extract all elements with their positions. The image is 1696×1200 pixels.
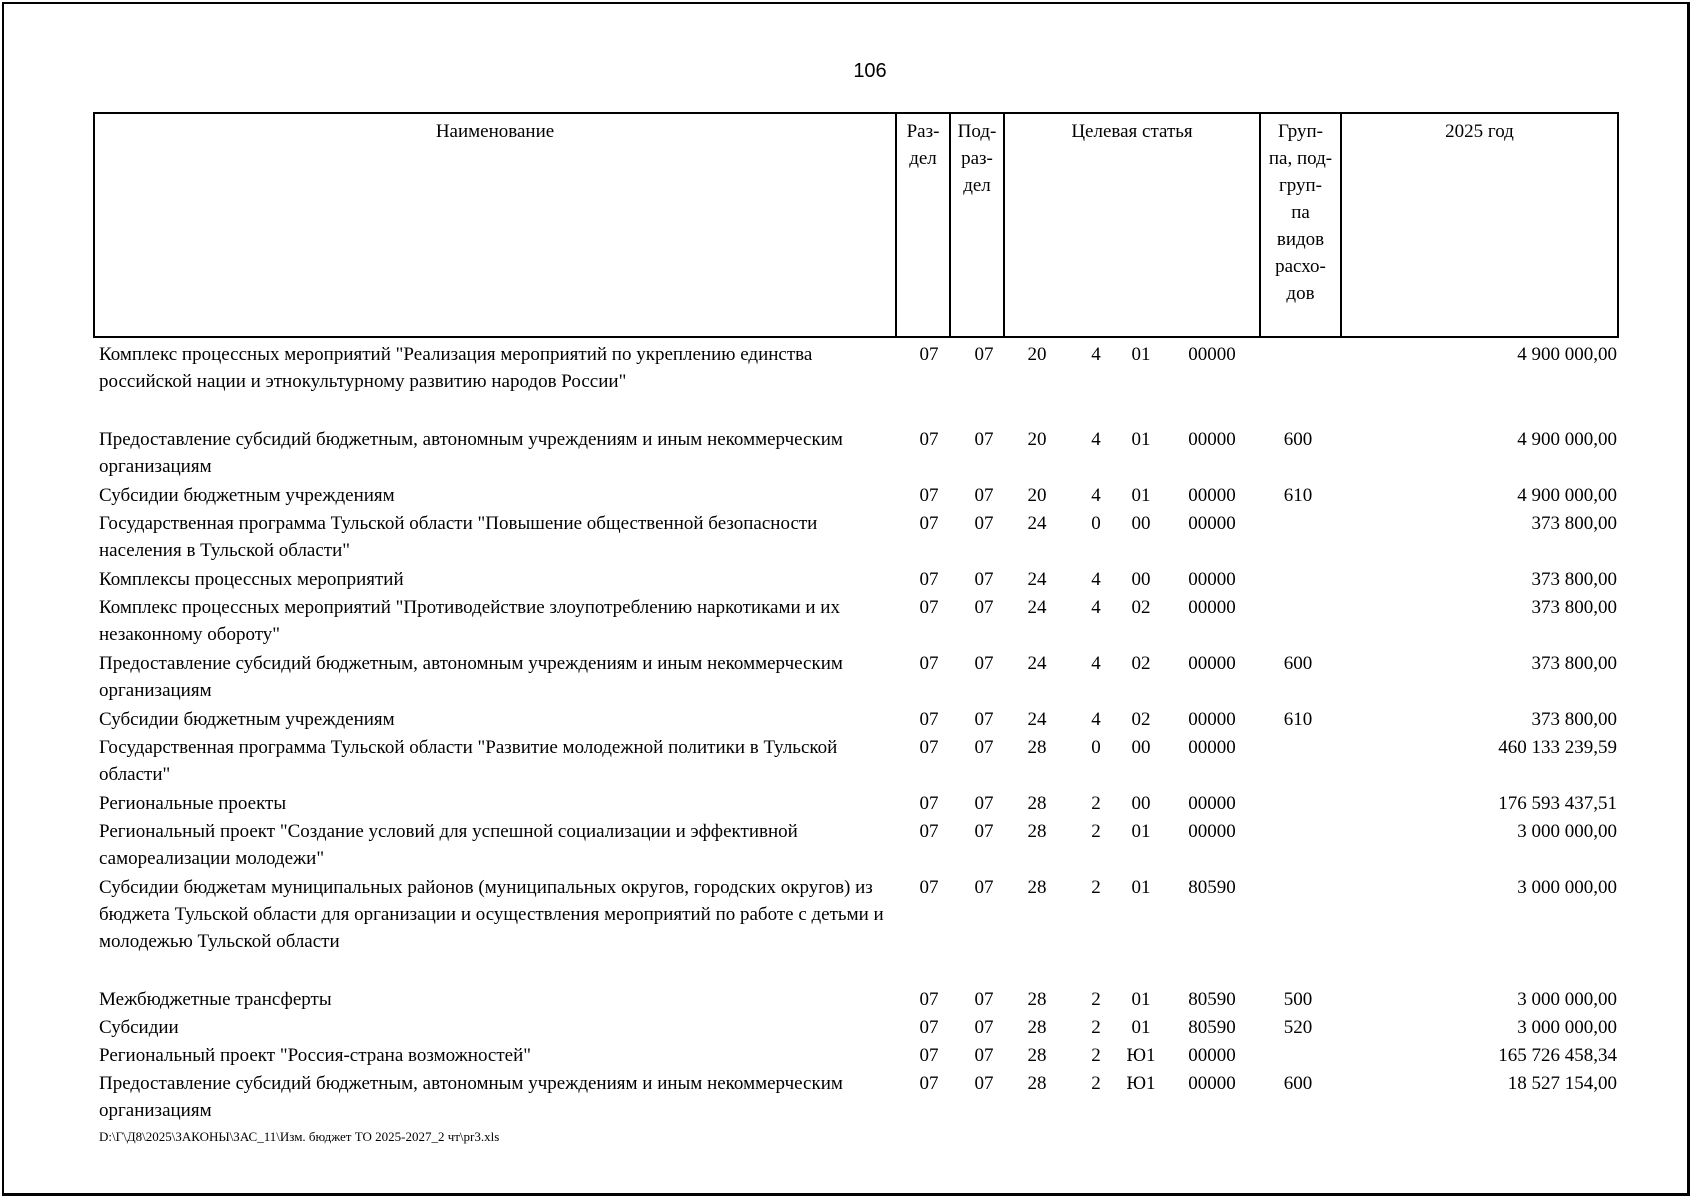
row-section: 07 <box>919 344 939 365</box>
row-target-type: 4 <box>1091 569 1101 590</box>
row-name: Региональные проекты <box>99 793 287 814</box>
row-target-program: 28 <box>1027 793 1047 814</box>
row-name: Государственная программа Тульской области "Развитие молодежной политики в Тульской области" <box>99 737 838 785</box>
row-target-direction: 00000 <box>1188 653 1236 674</box>
row-amount: 176 593 437,51 <box>1498 793 1617 814</box>
row-target-program: 28 <box>1027 821 1047 842</box>
row-target-direction: 00000 <box>1188 597 1236 618</box>
row-target-structure: 01 <box>1131 1017 1151 1038</box>
row-name: Субсидии <box>99 1017 179 1038</box>
row-subsection: 07 <box>974 1073 994 1094</box>
row-target-direction: 00000 <box>1188 1045 1236 1066</box>
row-target-direction: 80590 <box>1188 989 1236 1010</box>
row-target-structure: 00 <box>1131 569 1151 590</box>
row-target-type: 2 <box>1091 793 1101 814</box>
row-subsection: 07 <box>974 429 994 450</box>
row-subsection: 07 <box>974 597 994 618</box>
row-target-direction: 00000 <box>1188 821 1236 842</box>
row-section: 07 <box>919 597 939 618</box>
row-amount: 373 800,00 <box>1531 709 1617 730</box>
row-amount: 3 000 000,00 <box>1517 821 1617 842</box>
header-section: Раз- дел <box>895 114 949 336</box>
row-target-program: 20 <box>1027 429 1047 450</box>
row-target-structure: 01 <box>1131 821 1151 842</box>
row-name: Комплекс процессных мероприятий "Противодействие злоупотреблению наркотиками и их незаконному обороту" <box>99 597 840 645</box>
row-target-type: 4 <box>1091 485 1101 506</box>
row-target-type: 2 <box>1091 989 1101 1010</box>
row-name: Комплекс процессных мероприятий "Реализация мероприятий по укреплению единства российской нации и этнокультурному развитию народов России" <box>99 344 813 392</box>
row-section: 07 <box>919 989 939 1010</box>
row-target-program: 28 <box>1027 1017 1047 1038</box>
row-target-type: 4 <box>1091 344 1101 365</box>
row-subsection: 07 <box>974 793 994 814</box>
row-target-direction: 80590 <box>1188 877 1236 898</box>
row-target-type: 4 <box>1091 653 1101 674</box>
row-expense-group: 520 <box>1283 1017 1313 1038</box>
row-target-program: 24 <box>1027 653 1047 674</box>
row-target-program: 24 <box>1027 513 1047 534</box>
row-target-structure: Ю1 <box>1126 1073 1156 1094</box>
row-target-program: 28 <box>1027 1045 1047 1066</box>
row-target-type: 2 <box>1091 821 1101 842</box>
row-name: Предоставление субсидий бюджетным, автономным учреждениям и иным некоммерческим организациям <box>99 429 843 477</box>
row-name: Субсидии бюджетным учреждениям <box>99 485 395 506</box>
row-subsection: 07 <box>974 1017 994 1038</box>
row-name: Предоставление субсидий бюджетным, автономным учреждениям и иным некоммерческим организациям <box>99 653 843 701</box>
row-target-direction: 00000 <box>1188 513 1236 534</box>
row-section: 07 <box>919 793 939 814</box>
row-section: 07 <box>919 877 939 898</box>
row-subsection: 07 <box>974 485 994 506</box>
row-name: Предоставление субсидий бюджетным, автономным учреждениям и иным некоммерческим организациям <box>99 1073 843 1121</box>
row-target-direction: 80590 <box>1188 1017 1236 1038</box>
row-amount: 373 800,00 <box>1531 653 1617 674</box>
header-name: Наименование <box>435 121 555 142</box>
row-amount: 4 900 000,00 <box>1517 344 1617 365</box>
row-target-type: 0 <box>1091 513 1101 534</box>
row-name: Комплексы процессных мероприятий <box>99 569 404 590</box>
row-amount: 4 900 000,00 <box>1517 485 1617 506</box>
row-target-structure: 02 <box>1131 653 1151 674</box>
row-subsection: 07 <box>974 877 994 898</box>
row-section: 07 <box>919 737 939 758</box>
row-target-program: 20 <box>1027 485 1047 506</box>
row-target-program: 24 <box>1027 709 1047 730</box>
row-subsection: 07 <box>974 709 994 730</box>
row-expense-group: 600 <box>1283 1073 1313 1094</box>
row-amount: 373 800,00 <box>1531 569 1617 590</box>
row-expense-group: 600 <box>1283 429 1313 450</box>
row-subsection: 07 <box>974 344 994 365</box>
row-target-structure: 01 <box>1131 344 1151 365</box>
row-name: Субсидии бюджетам муниципальных районов (муниципальных округов, городских округов) из бюджета Тульской области для организации и осуществления мероприятий по работе с детьми и молодежью Тульской области <box>99 877 884 952</box>
row-section: 07 <box>919 569 939 590</box>
row-section: 07 <box>919 653 939 674</box>
row-name: Региональный проект "Россия-страна возможностей" <box>99 1045 532 1066</box>
row-section: 07 <box>919 709 939 730</box>
row-target-structure: 01 <box>1131 429 1151 450</box>
row-expense-group: 600 <box>1283 653 1313 674</box>
header-expense-group: Груп- па, под- груп- па видов расхо- дов <box>1259 114 1340 336</box>
row-target-type: 4 <box>1091 429 1101 450</box>
page-number: 106 <box>853 60 887 82</box>
row-section: 07 <box>919 429 939 450</box>
row-target-program: 28 <box>1027 989 1047 1010</box>
row-target-direction: 00000 <box>1188 429 1236 450</box>
row-target-program: 24 <box>1027 569 1047 590</box>
row-subsection: 07 <box>974 821 994 842</box>
row-target-direction: 00000 <box>1188 709 1236 730</box>
row-target-type: 2 <box>1091 1045 1101 1066</box>
row-target-structure: 00 <box>1131 737 1151 758</box>
row-name: Субсидии бюджетным учреждениям <box>99 709 395 730</box>
header-year-2025: 2025 год <box>1340 114 1617 336</box>
row-name: Региональный проект "Создание условий для успешной социализации и эффективной самореализации молодежи" <box>99 821 798 869</box>
row-target-structure: 00 <box>1131 513 1151 534</box>
row-target-structure: 00 <box>1131 793 1151 814</box>
row-name: Государственная программа Тульской области "Повышение общественной безопасности населения в Тульской области" <box>99 513 818 561</box>
row-amount: 4 900 000,00 <box>1517 429 1617 450</box>
row-target-structure: Ю1 <box>1126 1045 1156 1066</box>
row-target-type: 2 <box>1091 1073 1101 1094</box>
row-expense-group: 610 <box>1283 709 1313 730</box>
row-amount: 460 133 239,59 <box>1498 737 1617 758</box>
row-target-structure: 01 <box>1131 989 1151 1010</box>
row-amount: 3 000 000,00 <box>1517 877 1617 898</box>
row-subsection: 07 <box>974 653 994 674</box>
row-section: 07 <box>919 1017 939 1038</box>
file-path-footer: D:\Г\Д8\2025\ЗАКОНЫ\ЗАС_11\Изм. бюджет ТО 2025-2027_2 чт\pr3.xls <box>99 1129 500 1144</box>
row-target-direction: 00000 <box>1188 1073 1236 1094</box>
row-target-structure: 02 <box>1131 709 1151 730</box>
header-subsection: Под- раз- дел <box>949 114 1003 336</box>
row-section: 07 <box>919 821 939 842</box>
row-target-direction: 00000 <box>1188 737 1236 758</box>
row-subsection: 07 <box>974 513 994 534</box>
row-target-program: 28 <box>1027 877 1047 898</box>
row-target-direction: 00000 <box>1188 569 1236 590</box>
header-target-article: Целевая статья <box>1003 114 1259 336</box>
row-subsection: 07 <box>974 737 994 758</box>
row-target-direction: 00000 <box>1188 793 1236 814</box>
row-amount: 3 000 000,00 <box>1517 989 1617 1010</box>
row-amount: 18 527 154,00 <box>1507 1073 1617 1094</box>
row-target-type: 2 <box>1091 1017 1101 1038</box>
row-target-type: 2 <box>1091 877 1101 898</box>
row-target-program: 28 <box>1027 1073 1047 1094</box>
row-target-program: 20 <box>1027 344 1047 365</box>
row-subsection: 07 <box>974 1045 994 1066</box>
row-amount: 373 800,00 <box>1531 597 1617 618</box>
row-name: Межбюджетные трансферты <box>99 989 332 1010</box>
row-target-structure: 01 <box>1131 877 1151 898</box>
row-amount: 3 000 000,00 <box>1517 1017 1617 1038</box>
row-section: 07 <box>919 485 939 506</box>
row-expense-group: 610 <box>1283 485 1313 506</box>
row-section: 07 <box>919 1045 939 1066</box>
row-subsection: 07 <box>974 569 994 590</box>
row-target-structure: 02 <box>1131 597 1151 618</box>
row-amount: 373 800,00 <box>1531 513 1617 534</box>
row-expense-group: 500 <box>1283 989 1313 1010</box>
row-target-program: 24 <box>1027 597 1047 618</box>
row-section: 07 <box>919 1073 939 1094</box>
row-target-program: 28 <box>1027 737 1047 758</box>
row-target-direction: 00000 <box>1188 344 1236 365</box>
row-amount: 165 726 458,34 <box>1498 1045 1617 1066</box>
row-section: 07 <box>919 513 939 534</box>
row-target-structure: 01 <box>1131 485 1151 506</box>
row-target-type: 4 <box>1091 709 1101 730</box>
row-subsection: 07 <box>974 989 994 1010</box>
row-target-type: 0 <box>1091 737 1101 758</box>
row-target-type: 4 <box>1091 597 1101 618</box>
row-target-direction: 00000 <box>1188 485 1236 506</box>
